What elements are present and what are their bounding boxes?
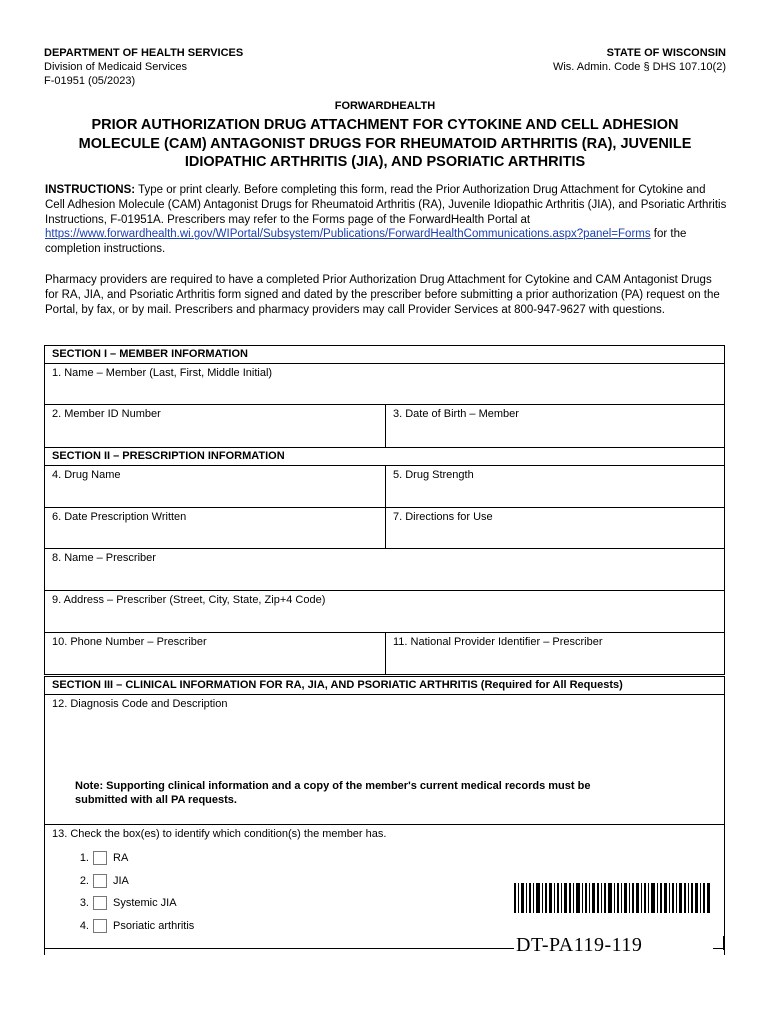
section-heading: SECTION I – MEMBER INFORMATION: [45, 346, 724, 364]
header-right: [553, 46, 726, 74]
condition-checkbox[interactable]: [93, 919, 107, 933]
forms-page-link[interactable]: https://www.forwardhealth.wi.gov/WIPortal/Subsystem/Publications/ForwardHealthCommunications.aspx?panel=Forms: [45, 228, 651, 241]
admin-code: Wis. Admin. Code § DHS 107.10(2): [552, 61, 726, 73]
prescriber-name-field[interactable]: 8. Name – Prescriber: [52, 552, 156, 564]
instructions-text: Type or print clearly. Before completing this form, read the Prior Authorization Drug Attachment for Cytokine and Cell Adhesion Molecule (CAM) Antagonist Drugs for Rheumatoid Arthritis (RA), Juvenile Idiopathic Arthritis (JIA), and Psoriatic Arthritis Instructions, F-01951A. Prescribers may refer to the Forms page of the ForwardHealth Portal at: [45, 184, 727, 226]
form-title: [50, 116, 720, 172]
pharmacy-paragraph: Pharmacy providers are required to have a completed Prior Authorization Drug Attachment for Cytokine and CAM Antagonist Drugs for RA, JIA, and Psoriatic Arthritis form signed and dated by the prescriber before submitting a prior authorization (PA) request on the Portal, by fax, or by mail. Prescribers and pharmacy providers may call Provider Services at 800-947-9627 with questions.: [45, 274, 720, 316]
bottom-rule: [44, 948, 514, 949]
diagnosis-field[interactable]: 12. Diagnosis Code and Description: [52, 698, 228, 710]
form-row: [45, 591, 724, 633]
instructions-tail: for the completion instructions.: [45, 228, 687, 256]
corner-mark: [713, 948, 725, 949]
condition-checkbox[interactable]: [93, 851, 107, 865]
condition-label: JIA: [113, 874, 129, 887]
department-name: DEPARTMENT OF HEALTH SERVICES: [44, 47, 244, 59]
condition-checkbox[interactable]: [93, 874, 107, 888]
form-row: [45, 633, 724, 674]
form-row: [45, 508, 724, 549]
section-clinical-information: [44, 676, 725, 955]
drug-name-field[interactable]: 4. Drug Name: [45, 466, 386, 507]
form-row: [45, 405, 724, 447]
barcode-image: [514, 883, 710, 913]
condition-label: Psoriatic arthritis: [113, 919, 195, 932]
condition-number: 1.: [79, 852, 89, 865]
form-row: [45, 364, 724, 405]
condition-number: 3.: [79, 897, 89, 910]
condition-checkbox[interactable]: [93, 896, 107, 910]
title-line: IDIOPATHIC ARTHRITIS (JIA), AND PSORIATIC ARTHRITIS: [184, 154, 586, 170]
member-name-field[interactable]: 1. Name – Member (Last, First, Middle Initial): [52, 367, 273, 379]
section-heading: SECTION II – PRESCRIPTION INFORMATION: [45, 448, 724, 466]
member-id-field[interactable]: 2. Member ID Number: [45, 405, 386, 447]
note-line: Note: Supporting clinical information and a copy of the member's current medical records must be: [75, 780, 591, 792]
conditions-prompt: 13. Check the box(es) to identify which condition(s) the member has.: [52, 828, 387, 840]
header-left: [44, 46, 243, 88]
directions-field[interactable]: 7. Directions for Use: [393, 511, 493, 523]
section-prescription-information: [44, 447, 725, 675]
form-row: [45, 549, 724, 591]
condition-label: Systemic JIA: [113, 897, 177, 910]
division-name: Division of Medicaid Services: [44, 61, 188, 73]
condition-number: 2.: [79, 874, 89, 887]
form-number: F-01951 (05/2023): [44, 75, 136, 87]
instructions-paragraph: [45, 183, 727, 257]
note-line: submitted with all PA requests.: [75, 794, 237, 806]
document-id: DT-PA119-119: [516, 934, 643, 956]
instructions-label: INSTRUCTIONS:: [45, 184, 136, 196]
form-row: [45, 466, 724, 508]
section-heading: SECTION III – CLINICAL INFORMATION FOR RA, JIA, AND PSORIATIC ARTHRITIS (Required for All Requests): [45, 677, 724, 695]
member-dob-field[interactable]: 3. Date of Birth – Member: [393, 408, 519, 420]
date-prescription-field[interactable]: 6. Date Prescription Written: [45, 508, 386, 548]
drug-strength-field[interactable]: 5. Drug Strength: [393, 469, 474, 481]
condition-label: RA: [113, 852, 129, 865]
section-member-information: [44, 345, 725, 448]
note-text: [45, 779, 724, 807]
condition-number: 4.: [79, 919, 89, 932]
prescriber-phone-field[interactable]: 10. Phone Number – Prescriber: [45, 633, 386, 674]
form-row: [45, 695, 724, 825]
title-line: PRIOR AUTHORIZATION DRUG ATTACHMENT FOR CYTOKINE AND CELL ADHESION: [91, 117, 679, 133]
state-name: STATE OF WISCONSIN: [606, 47, 726, 59]
prescriber-address-field[interactable]: 9. Address – Prescriber (Street, City, State, Zip+4 Code): [52, 594, 326, 606]
program-name: FORWARDHEALTH: [334, 100, 436, 112]
prescriber-npi-field[interactable]: 11. National Provider Identifier – Prescriber: [393, 636, 603, 648]
title-line: MOLECULE (CAM) ANTAGONIST DRUGS FOR RHEUMATOID ARTHRITIS (RA), JUVENILE: [78, 135, 692, 152]
condition-option-ra: [45, 847, 724, 870]
